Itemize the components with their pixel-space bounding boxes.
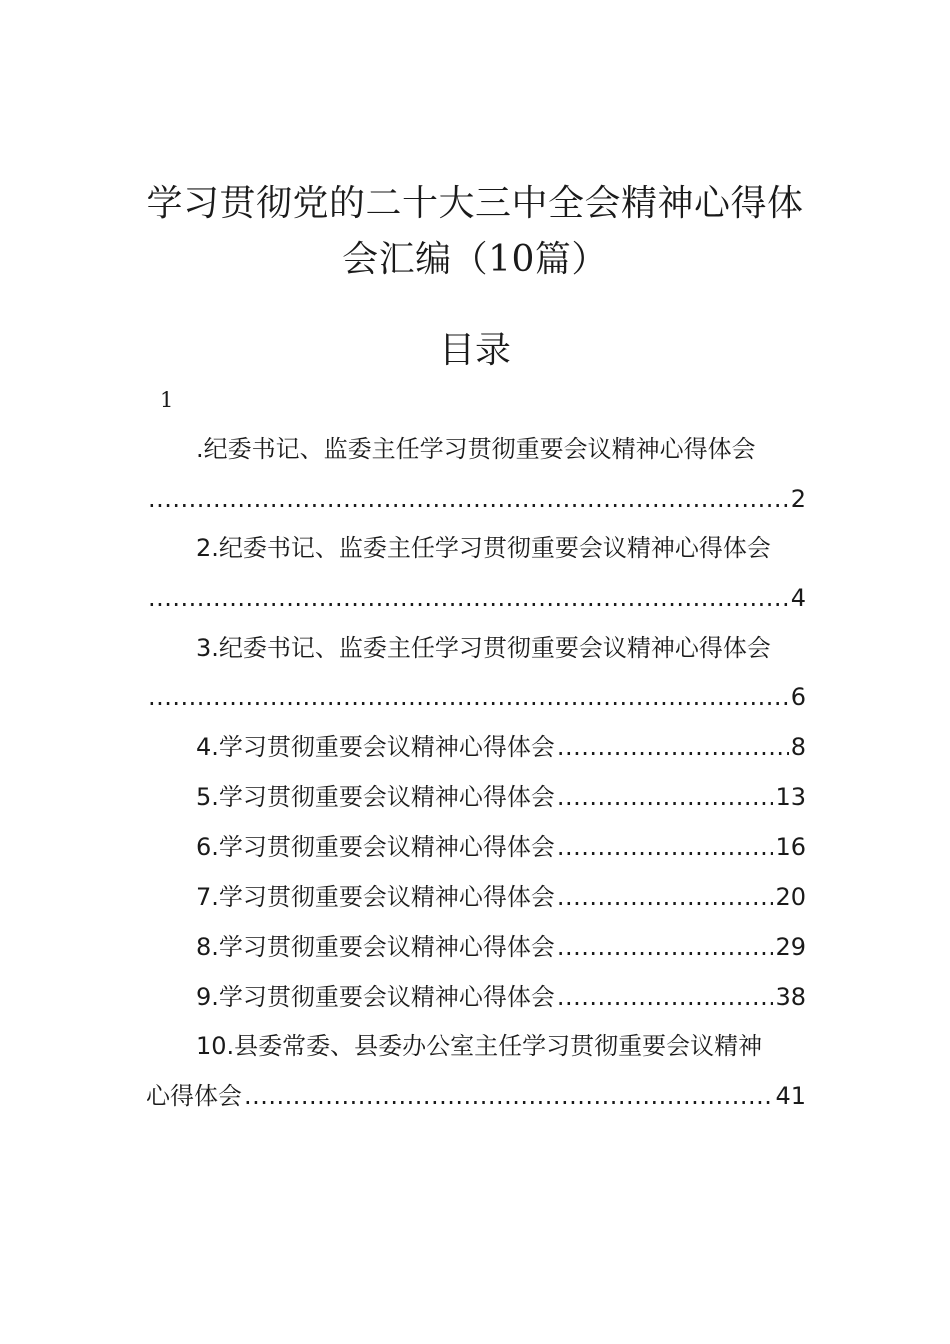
toc-entry-6-label: 6.学习贯彻重要会议精神心得体会	[196, 833, 555, 861]
toc-entry-7-label: 7.学习贯彻重要会议精神心得体会	[196, 883, 555, 911]
toc-entry-4-label: 4.学习贯彻重要会议精神心得体会	[196, 733, 555, 761]
toc-entry-4-page: 8	[790, 733, 806, 761]
toc-entry-8-page: 29	[775, 933, 806, 961]
toc-entry-2-leader-row[interactable]	[146, 581, 806, 615]
toc-entry-9-page: 38	[775, 983, 806, 1011]
toc-entry-4[interactable]	[146, 730, 806, 764]
toc-entry-2-label[interactable]: 2.纪委书记、监委主任学习贯彻重要会议精神心得体会	[196, 534, 771, 562]
document-title	[120, 176, 830, 288]
toc-heading: 目录	[438, 330, 511, 371]
dot-leader	[148, 482, 789, 516]
dot-leader	[557, 730, 789, 764]
toc-entry-3-leader-row[interactable]	[146, 680, 806, 714]
toc-entry-10-leader-row[interactable]	[146, 1079, 806, 1113]
dot-leader	[244, 1079, 773, 1113]
title-line-2: 会汇编（10篇）	[342, 239, 608, 280]
toc-entry-9[interactable]	[146, 980, 806, 1014]
toc-entry-7[interactable]	[146, 880, 806, 914]
dot-leader	[557, 880, 774, 914]
toc-entry-5-label: 5.学习贯彻重要会议精神心得体会	[196, 783, 555, 811]
toc-entry-1-leader-row[interactable]	[146, 482, 806, 516]
toc-entry-10-label[interactable]: 10.县委常委、县委办公室主任学习贯彻重要会议精神	[196, 1032, 763, 1060]
toc-entry-1-page: 2	[790, 485, 806, 513]
dot-leader	[557, 780, 774, 814]
toc-entry-10-label-cont: 心得体会	[146, 1082, 242, 1110]
toc-entry-10-page: 41	[775, 1082, 806, 1110]
toc-entry-6-page: 16	[775, 833, 806, 861]
toc-entry-3-label[interactable]: 3.纪委书记、监委主任学习贯彻重要会议精神心得体会	[196, 634, 771, 662]
dot-leader	[148, 680, 789, 714]
toc-entry-5-page: 13	[775, 783, 806, 811]
stray-number: 1	[160, 388, 174, 412]
toc-entry-2-page: 4	[790, 584, 806, 612]
toc-entry-8[interactable]	[146, 930, 806, 964]
dot-leader	[557, 980, 774, 1014]
toc-entry-5[interactable]	[146, 780, 806, 814]
dot-leader	[557, 830, 774, 864]
dot-leader	[148, 581, 789, 615]
toc-entry-9-label: 9.学习贯彻重要会议精神心得体会	[196, 983, 555, 1011]
dot-leader	[557, 930, 774, 964]
toc-entry-1-label[interactable]: .纪委书记、监委主任学习贯彻重要会议精神心得体会	[196, 435, 756, 463]
title-line-1: 学习贯彻党的二十大三中全会精神心得体	[146, 183, 804, 224]
toc-entry-6[interactable]	[146, 830, 806, 864]
toc-entry-3-page: 6	[790, 683, 806, 711]
toc-entry-7-page: 20	[775, 883, 806, 911]
toc-entry-8-label: 8.学习贯彻重要会议精神心得体会	[196, 933, 555, 961]
